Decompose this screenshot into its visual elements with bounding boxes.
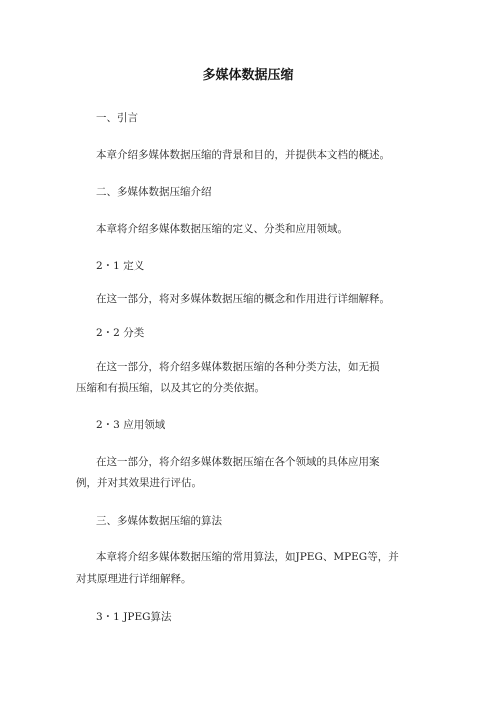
- paragraph-2-3-line-1: 在这一部分，将介绍多媒体数据压缩在各个领域的具体应用案: [96, 456, 380, 468]
- heading-section-2: 二、多媒体数据压缩介绍: [96, 186, 212, 198]
- document-title: 多媒体数据压缩: [202, 68, 294, 83]
- heading-2-3: 2・3 应用领域: [96, 419, 166, 431]
- paragraph-2-2-line-2: 压缩和有损压缩，以及其它的分类依据。: [76, 382, 265, 394]
- paragraph-2-3-line-2: 例，并对其效果进行评估。: [76, 477, 202, 489]
- paragraph-introduction: 本章介绍多媒体数据压缩的背景和目的，并提供本文档的概述。: [96, 149, 390, 161]
- heading-3-1: 3・1 JPEG算法: [96, 611, 172, 623]
- paragraph-section-3-line-2: 对其原理进行详细解释。: [76, 573, 192, 585]
- paragraph-section-3-line-1: 本章将介绍多媒体数据压缩的常用算法，如JPEG、MPEG等，并: [96, 551, 399, 563]
- heading-2-2: 2・2 分类: [96, 327, 145, 339]
- paragraph-2-1: 在这一部分，将对多媒体数据压缩的概念和作用进行详细解释。: [96, 293, 390, 305]
- heading-2-1: 2・1 定义: [96, 260, 145, 272]
- heading-section-3: 三、多媒体数据压缩的算法: [96, 515, 222, 527]
- heading-introduction: 一、引言: [96, 112, 138, 124]
- paragraph-section-2: 本章将介绍多媒体数据压缩的定义、分类和应用领域。: [96, 223, 348, 235]
- paragraph-2-2-line-1: 在这一部分，将介绍多媒体数据压缩的各种分类方法，如无损: [96, 361, 380, 373]
